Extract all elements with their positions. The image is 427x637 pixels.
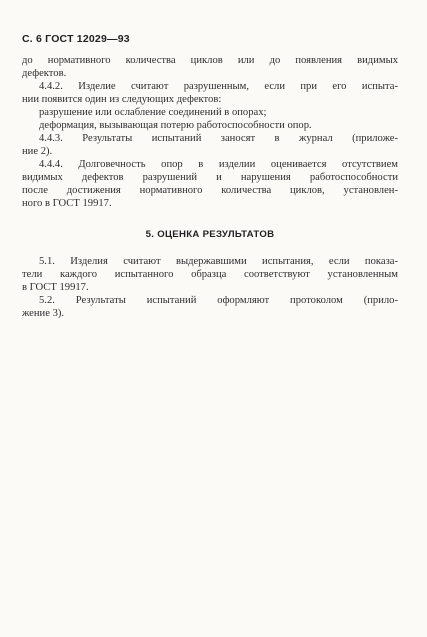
- document-body: [22, 54, 398, 320]
- clause-4-4-4-line: ного в ГОСТ 19917.: [22, 198, 112, 209]
- clause-5-2-line: жение 3).: [22, 308, 65, 319]
- clause-4-4-2-defect-item: деформация, вызывающая потерю работоспособности опор.: [39, 120, 312, 131]
- clause-5-1-line: тели каждого испытанного образца соответствуют установленным: [22, 269, 398, 280]
- clause-4-4-4-line: 4.4.4. Долговечность опор в изделии оценивается отсутствием: [39, 159, 398, 170]
- clause-4-4-3-line: ние 2).: [22, 146, 53, 157]
- paragraph-line: дефектов.: [22, 68, 67, 79]
- clause-4-4-2-line: нии появится один из следующих дефектов:: [22, 94, 222, 105]
- clause-4-4-2-line: 4.4.2. Изделие считают разрушенным, если при его испыта-: [39, 81, 398, 92]
- clause-4-4-4-line: видимых дефектов разрушений и нарушения работоспособности: [22, 172, 398, 183]
- clause-5-1-line: в ГОСТ 19917.: [22, 282, 89, 293]
- page-header: С. 6 ГОСТ 12029—93: [22, 33, 130, 45]
- clause-4-4-3-line: 4.4.3. Результаты испытаний заносят в журнал (приложе-: [39, 133, 398, 144]
- clause-4-4-2-defect-item: разрушение или ослабление соединений в опорах;: [39, 107, 267, 118]
- clause-5-2-line: 5.2. Результаты испытаний оформляют протоколом (прило-: [39, 295, 398, 306]
- section-5-title: 5. ОЦЕНКА РЕЗУЛЬТАТОВ: [145, 229, 275, 240]
- clause-5-1-line: 5.1. Изделия считают выдержавшими испытания, если показа-: [39, 256, 398, 267]
- paragraph-line: до нормативного количества циклов или до появления видимых: [22, 55, 398, 66]
- clause-4-4-4-line: после достижения нормативного количества циклов, установлен-: [22, 185, 398, 196]
